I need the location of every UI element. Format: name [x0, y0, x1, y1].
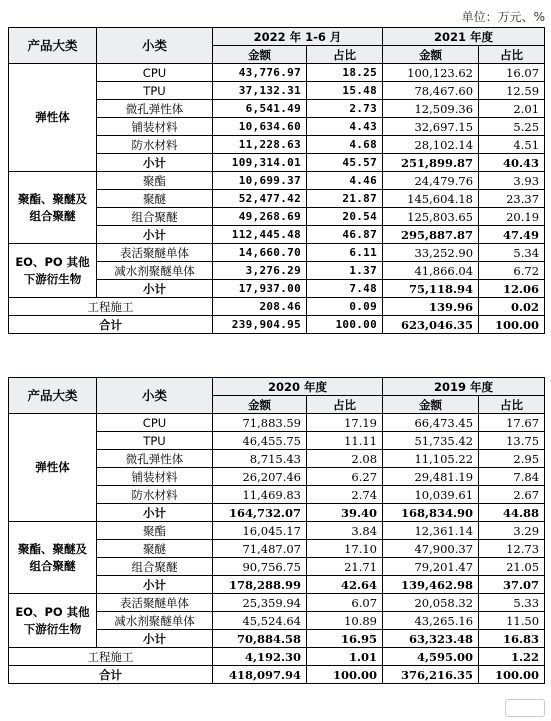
- subcategory-label: 聚醚: [97, 190, 213, 208]
- ratio-cell: 5.34: [479, 244, 545, 262]
- amount-cell: 29,481.19: [383, 468, 479, 486]
- amount-cell: 3,276.29: [213, 262, 307, 280]
- ratio-cell: 20.54: [307, 208, 383, 226]
- ratio-cell: 16.95: [307, 630, 383, 648]
- amount-cell: 12,361.14: [383, 522, 479, 540]
- ratio-cell: 46.87: [307, 226, 383, 244]
- ratio-cell: 0.09: [307, 298, 383, 316]
- ratio-cell: 20.19: [479, 208, 545, 226]
- ratio-cell: 3.93: [479, 172, 545, 190]
- unit-label: 单位：万元、%: [461, 10, 545, 24]
- subtotal-label: 小计: [97, 154, 213, 172]
- header-ratio: 占比: [479, 46, 545, 64]
- amount-cell: 4,595.00: [383, 648, 479, 666]
- revenue-table-2022-2021: [8, 27, 545, 334]
- subcategory-label: 聚酯: [97, 522, 213, 540]
- header-category: 产品大类: [9, 378, 97, 414]
- amount-cell: 623,046.35: [383, 316, 479, 334]
- ratio-cell: 17.67: [479, 414, 545, 432]
- category-label: 工程施工: [9, 648, 213, 666]
- subcategory-label: 微孔弹性体: [97, 450, 213, 468]
- table-row: [9, 244, 545, 262]
- amount-cell: 24,479.76: [383, 172, 479, 190]
- header-amount: 金额: [383, 396, 479, 414]
- total-row: [9, 666, 545, 684]
- header-category: 产品大类: [9, 28, 97, 64]
- ratio-cell: 0.02: [479, 298, 545, 316]
- subcategory-label: 聚酯: [97, 172, 213, 190]
- subcategory-label: 防水材料: [97, 486, 213, 504]
- amount-cell: 45,524.64: [213, 612, 307, 630]
- amount-cell: 239,904.95: [213, 316, 307, 334]
- header-amount: 金额: [213, 46, 307, 64]
- ratio-cell: 5.25: [479, 118, 545, 136]
- header-amount: 金额: [213, 396, 307, 414]
- amount-cell: 139,462.98: [383, 576, 479, 594]
- amount-cell: 6,541.49: [213, 100, 307, 118]
- header-period-2019: 2019 年度: [383, 378, 545, 396]
- ratio-cell: 40.43: [479, 154, 545, 172]
- ratio-cell: 6.07: [307, 594, 383, 612]
- ratio-cell: 18.25: [307, 64, 383, 82]
- ratio-cell: 12.06: [479, 280, 545, 298]
- category-label: 聚酯、聚醚及组合聚醚: [9, 172, 97, 244]
- amount-cell: 14,660.70: [213, 244, 307, 262]
- subcategory-label: 减水剂聚醚单体: [97, 262, 213, 280]
- amount-cell: 145,604.18: [383, 190, 479, 208]
- ratio-cell: 6.72: [479, 262, 545, 280]
- amount-cell: 12,509.36: [383, 100, 479, 118]
- amount-cell: 25,359.94: [213, 594, 307, 612]
- ratio-cell: 47.49: [479, 226, 545, 244]
- category-label: EO、PO 其他下游衍生物: [9, 244, 97, 298]
- subcategory-label: TPU: [97, 432, 213, 450]
- table-row: [9, 64, 545, 82]
- subcategory-label: 组合聚醚: [97, 208, 213, 226]
- amount-cell: 139.96: [383, 298, 479, 316]
- subcategory-label: CPU: [97, 64, 213, 82]
- category-label: EO、PO 其他下游衍生物: [9, 594, 97, 648]
- amount-cell: 178,288.99: [213, 576, 307, 594]
- amount-cell: 418,097.94: [213, 666, 307, 684]
- amount-cell: 52,477.42: [213, 190, 307, 208]
- ratio-cell: 21.05: [479, 558, 545, 576]
- subcategory-label: 表活聚醚单体: [97, 244, 213, 262]
- ratio-cell: 100.00: [307, 666, 383, 684]
- ratio-cell: 2.08: [307, 450, 383, 468]
- ratio-cell: 100.00: [479, 316, 545, 334]
- header-period-2021: 2021 年度: [383, 28, 545, 46]
- ratio-cell: 44.88: [479, 504, 545, 522]
- amount-cell: 11,228.63: [213, 136, 307, 154]
- amount-cell: 10,634.60: [213, 118, 307, 136]
- amount-cell: 17,937.00: [213, 280, 307, 298]
- header-subcategory: 小类: [97, 378, 213, 414]
- ratio-cell: 5.33: [479, 594, 545, 612]
- amount-cell: 47,900.37: [383, 540, 479, 558]
- amount-cell: 43,265.16: [383, 612, 479, 630]
- amount-cell: 376,216.35: [383, 666, 479, 684]
- ratio-cell: 4.43: [307, 118, 383, 136]
- ratio-cell: 23.37: [479, 190, 545, 208]
- amount-cell: 10,039.61: [383, 486, 479, 504]
- ratio-cell: 17.10: [307, 540, 383, 558]
- amount-cell: 70,884.58: [213, 630, 307, 648]
- amount-cell: 41,866.04: [383, 262, 479, 280]
- amount-cell: 109,314.01: [213, 154, 307, 172]
- amount-cell: 28,102.14: [383, 136, 479, 154]
- amount-cell: 63,323.48: [383, 630, 479, 648]
- ratio-cell: 12.73: [479, 540, 545, 558]
- category-label: 弹性体: [9, 64, 97, 172]
- total-label: 合计: [9, 316, 213, 334]
- ratio-cell: 17.19: [307, 414, 383, 432]
- ratio-cell: 2.95: [479, 450, 545, 468]
- amount-cell: 37,132.31: [213, 82, 307, 100]
- ratio-cell: 3.84: [307, 522, 383, 540]
- ratio-cell: 6.27: [307, 468, 383, 486]
- subcategory-label: 铺装材料: [97, 468, 213, 486]
- subcategory-label: 微孔弹性体: [97, 100, 213, 118]
- amount-cell: 33,252.90: [383, 244, 479, 262]
- amount-cell: 32,697.15: [383, 118, 479, 136]
- total-label: 合计: [9, 666, 213, 684]
- amount-cell: 251,899.87: [383, 154, 479, 172]
- amount-cell: 11,469.83: [213, 486, 307, 504]
- ratio-cell: 10.89: [307, 612, 383, 630]
- header-subcategory: 小类: [97, 28, 213, 64]
- header-period-2022h1: 2022 年 1-6 月: [213, 28, 383, 46]
- ratio-cell: 16.83: [479, 630, 545, 648]
- ratio-cell: 7.84: [479, 468, 545, 486]
- revenue-table-2020-2019: [8, 377, 545, 684]
- ratio-cell: 13.75: [479, 432, 545, 450]
- category-label: 工程施工: [9, 298, 213, 316]
- ratio-cell: 3.29: [479, 522, 545, 540]
- ratio-cell: 2.73: [307, 100, 383, 118]
- ratio-cell: 21.71: [307, 558, 383, 576]
- table-row: [9, 298, 545, 316]
- ratio-cell: 4.68: [307, 136, 383, 154]
- ratio-cell: 45.57: [307, 154, 383, 172]
- header-ratio: 占比: [307, 46, 383, 64]
- ratio-cell: 11.11: [307, 432, 383, 450]
- subcategory-label: 组合聚醚: [97, 558, 213, 576]
- category-label: 聚酯、聚醚及组合聚醚: [9, 522, 97, 594]
- subcategory-label: 聚醚: [97, 540, 213, 558]
- amount-cell: 71,487.07: [213, 540, 307, 558]
- amount-cell: 100,123.62: [383, 64, 479, 82]
- amount-cell: 78,467.60: [383, 82, 479, 100]
- table-row: [9, 594, 545, 612]
- amount-cell: 112,445.48: [213, 226, 307, 244]
- ratio-cell: 11.50: [479, 612, 545, 630]
- amount-cell: 10,699.37: [213, 172, 307, 190]
- table-row: [9, 414, 545, 432]
- amount-cell: 43,776.97: [213, 64, 307, 82]
- subcategory-label: 铺装材料: [97, 118, 213, 136]
- amount-cell: 11,105.22: [383, 450, 479, 468]
- amount-cell: 20,058.32: [383, 594, 479, 612]
- ratio-cell: 15.48: [307, 82, 383, 100]
- subtotal-label: 小计: [97, 280, 213, 298]
- amount-cell: 26,207.46: [213, 468, 307, 486]
- ratio-cell: 39.40: [307, 504, 383, 522]
- amount-cell: 71,883.59: [213, 414, 307, 432]
- ratio-cell: 1.37: [307, 262, 383, 280]
- ratio-cell: 2.67: [479, 486, 545, 504]
- subcategory-label: 防水材料: [97, 136, 213, 154]
- ratio-cell: 16.07: [479, 64, 545, 82]
- ratio-cell: 42.64: [307, 576, 383, 594]
- table-row: [9, 172, 545, 190]
- ratio-cell: 12.59: [479, 82, 545, 100]
- ratio-cell: 4.46: [307, 172, 383, 190]
- table-row: [9, 522, 545, 540]
- header-row-periods: [9, 28, 545, 46]
- header-row-periods: [9, 378, 545, 396]
- amount-cell: 208.46: [213, 298, 307, 316]
- subtotal-label: 小计: [97, 630, 213, 648]
- ratio-cell: 7.48: [307, 280, 383, 298]
- ratio-cell: 6.11: [307, 244, 383, 262]
- amount-cell: 51,735.42: [383, 432, 479, 450]
- header-ratio: 占比: [479, 396, 545, 414]
- ratio-cell: 2.74: [307, 486, 383, 504]
- table-row: [9, 648, 545, 666]
- amount-cell: 16,045.17: [213, 522, 307, 540]
- amount-cell: 49,268.69: [213, 208, 307, 226]
- ratio-cell: 37.07: [479, 576, 545, 594]
- amount-cell: 79,201.47: [383, 558, 479, 576]
- ratio-cell: 4.51: [479, 136, 545, 154]
- subtotal-label: 小计: [97, 226, 213, 244]
- subcategory-label: 减水剂聚醚单体: [97, 612, 213, 630]
- amount-cell: 125,803.65: [383, 208, 479, 226]
- amount-cell: 168,834.90: [383, 504, 479, 522]
- amount-cell: 295,887.87: [383, 226, 479, 244]
- subtotal-label: 小计: [97, 504, 213, 522]
- subcategory-label: 表活聚醚单体: [97, 594, 213, 612]
- total-row: [9, 316, 545, 334]
- amount-cell: 164,732.07: [213, 504, 307, 522]
- ratio-cell: 21.87: [307, 190, 383, 208]
- header-ratio: 占比: [307, 396, 383, 414]
- amount-cell: 66,473.45: [383, 414, 479, 432]
- category-label: 弹性体: [9, 414, 97, 522]
- watermark-logo: [505, 699, 545, 717]
- header-period-2020: 2020 年度: [213, 378, 383, 396]
- ratio-cell: 1.01: [307, 648, 383, 666]
- amount-cell: 46,455.75: [213, 432, 307, 450]
- amount-cell: 4,192.30: [213, 648, 307, 666]
- ratio-cell: 100.00: [479, 666, 545, 684]
- amount-cell: 90,756.75: [213, 558, 307, 576]
- subcategory-label: CPU: [97, 414, 213, 432]
- subtotal-label: 小计: [97, 576, 213, 594]
- ratio-cell: 100.00: [307, 316, 383, 334]
- ratio-cell: 1.22: [479, 648, 545, 666]
- ratio-cell: 2.01: [479, 100, 545, 118]
- amount-cell: 75,118.94: [383, 280, 479, 298]
- amount-cell: 8,715.43: [213, 450, 307, 468]
- header-amount: 金额: [383, 46, 479, 64]
- subcategory-label: TPU: [97, 82, 213, 100]
